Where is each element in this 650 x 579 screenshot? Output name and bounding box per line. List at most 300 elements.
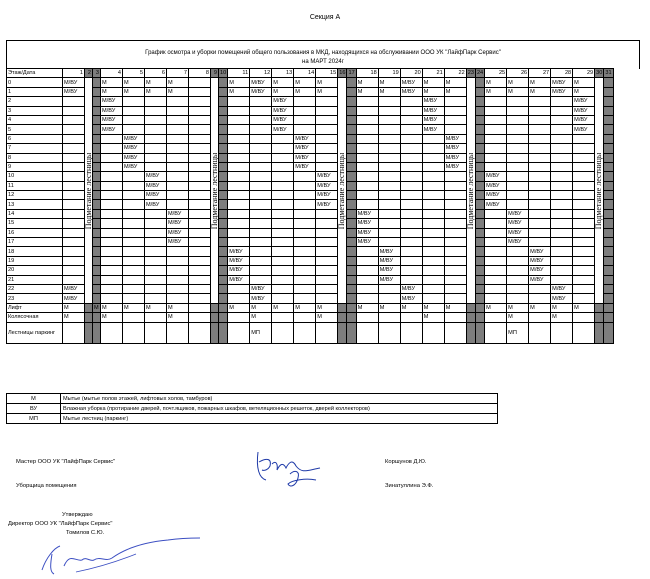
schedule-cell bbox=[475, 266, 484, 275]
schedule-cell bbox=[604, 266, 613, 275]
schedule-cell: М bbox=[507, 303, 529, 312]
schedule-cell bbox=[316, 115, 338, 124]
schedule-cell bbox=[347, 303, 356, 312]
day-header: 16 bbox=[339, 70, 346, 77]
master-name: Коршунов Д.Ю. bbox=[385, 459, 427, 465]
schedule-cell bbox=[604, 294, 613, 303]
schedule-cell bbox=[475, 238, 484, 247]
schedule-cell: М bbox=[573, 87, 595, 96]
schedule-cell bbox=[356, 162, 378, 171]
schedule-cell bbox=[189, 238, 211, 247]
schedule-cell bbox=[378, 162, 400, 171]
schedule-cell: М bbox=[573, 78, 595, 87]
schedule-cell bbox=[101, 284, 123, 293]
schedule-cell bbox=[123, 313, 145, 322]
schedule-cell bbox=[529, 284, 551, 293]
schedule-cell bbox=[272, 191, 294, 200]
schedule-cell bbox=[63, 191, 85, 200]
stair-sweeping-label: Подметание лестницы bbox=[594, 152, 604, 229]
schedule-cell bbox=[93, 115, 101, 124]
schedule-cell bbox=[250, 162, 272, 171]
schedule-cell bbox=[93, 313, 101, 322]
schedule-cell bbox=[604, 172, 613, 181]
schedule-cell bbox=[250, 125, 272, 134]
schedule-cell: М bbox=[422, 303, 444, 312]
schedule-cell bbox=[145, 134, 167, 143]
schedule-cell bbox=[219, 209, 228, 218]
schedule-cell bbox=[189, 266, 211, 275]
schedule-cell bbox=[507, 275, 529, 284]
schedule-cell bbox=[551, 228, 573, 237]
schedule-cell bbox=[347, 153, 356, 162]
schedule-cell bbox=[123, 172, 145, 181]
stair-sweeping-cell bbox=[211, 78, 219, 303]
schedule-cell bbox=[573, 322, 595, 343]
schedule-cell: М bbox=[378, 303, 400, 312]
schedule-cell bbox=[551, 153, 573, 162]
schedule-cell bbox=[219, 247, 228, 256]
schedule-cell bbox=[101, 322, 123, 343]
schedule-cell bbox=[347, 97, 356, 106]
schedule-cell: М bbox=[145, 303, 167, 312]
schedule-cell bbox=[228, 115, 250, 124]
schedule-cell bbox=[167, 191, 189, 200]
schedule-cell bbox=[604, 115, 613, 124]
schedule-cell bbox=[294, 200, 316, 209]
schedule-cell bbox=[551, 115, 573, 124]
day-header: 2 bbox=[85, 69, 93, 78]
schedule-cell bbox=[250, 200, 272, 209]
day-header: 9 bbox=[211, 69, 219, 78]
schedule-cell: М/ВУ bbox=[378, 275, 400, 284]
legend-code: М bbox=[7, 394, 61, 404]
day-header: 17 bbox=[348, 70, 355, 77]
schedule-cell bbox=[93, 153, 101, 162]
schedule-cell bbox=[316, 144, 338, 153]
schedule-cell: М/ВУ bbox=[356, 209, 378, 218]
schedule-cell bbox=[272, 153, 294, 162]
schedule-cell bbox=[444, 172, 466, 181]
schedule-cell: М/ВУ bbox=[250, 78, 272, 87]
schedule-cell bbox=[422, 200, 444, 209]
schedule-cell bbox=[529, 294, 551, 303]
schedule-cell bbox=[378, 200, 400, 209]
schedule-table bbox=[6, 68, 614, 344]
schedule-cell bbox=[316, 125, 338, 134]
schedule-cell: МП bbox=[250, 322, 272, 343]
schedule-cell bbox=[167, 256, 189, 265]
schedule-cell bbox=[356, 256, 378, 265]
schedule-cell: М bbox=[444, 78, 466, 87]
schedule-cell bbox=[400, 97, 422, 106]
schedule-cell bbox=[189, 200, 211, 209]
schedule-cell bbox=[422, 153, 444, 162]
schedule-cell bbox=[167, 134, 189, 143]
schedule-cell bbox=[101, 219, 123, 228]
schedule-cell bbox=[294, 294, 316, 303]
schedule-cell bbox=[475, 181, 484, 190]
schedule-cell bbox=[475, 87, 484, 96]
schedule-cell bbox=[378, 191, 400, 200]
schedule-cell bbox=[356, 153, 378, 162]
schedule-cell bbox=[219, 172, 228, 181]
schedule-cell bbox=[356, 294, 378, 303]
schedule-cell bbox=[400, 115, 422, 124]
row-label: Колясочная bbox=[7, 313, 63, 322]
day-header: 4 bbox=[101, 69, 123, 78]
schedule-cell: М/ВУ bbox=[167, 219, 189, 228]
schedule-cell bbox=[228, 125, 250, 134]
day-header: 1 bbox=[63, 69, 85, 78]
schedule-cell bbox=[228, 153, 250, 162]
schedule-cell bbox=[93, 247, 101, 256]
schedule-cell: М/ВУ bbox=[101, 106, 123, 115]
schedule-cell: М/ВУ bbox=[378, 266, 400, 275]
schedule-cell: М/ВУ bbox=[444, 134, 466, 143]
schedule-cell bbox=[475, 172, 484, 181]
stair-sweeping-cell bbox=[595, 78, 604, 303]
schedule-cell bbox=[347, 294, 356, 303]
schedule-cell bbox=[228, 294, 250, 303]
schedule-cell bbox=[93, 322, 101, 343]
schedule-cell bbox=[573, 172, 595, 181]
schedule-cell bbox=[63, 162, 85, 171]
schedule-cell bbox=[551, 247, 573, 256]
day-header: 22 bbox=[444, 69, 466, 78]
row-label: 17 bbox=[7, 238, 63, 247]
schedule-cell bbox=[294, 284, 316, 293]
schedule-cell bbox=[189, 313, 211, 322]
schedule-cell bbox=[378, 134, 400, 143]
schedule-cell bbox=[228, 284, 250, 293]
schedule-cell bbox=[347, 256, 356, 265]
schedule-cell bbox=[529, 106, 551, 115]
schedule-cell bbox=[347, 284, 356, 293]
schedule-cell bbox=[63, 106, 85, 115]
schedule-cell: М bbox=[400, 303, 422, 312]
schedule-cell bbox=[551, 238, 573, 247]
schedule-cell bbox=[294, 97, 316, 106]
schedule-cell bbox=[63, 144, 85, 153]
schedule-cell bbox=[294, 219, 316, 228]
schedule-cell bbox=[93, 181, 101, 190]
schedule-cell bbox=[93, 209, 101, 218]
schedule-cell bbox=[167, 162, 189, 171]
schedule-cell bbox=[604, 313, 613, 322]
schedule-cell bbox=[356, 181, 378, 190]
schedule-cell bbox=[444, 115, 466, 124]
schedule-cell bbox=[211, 313, 219, 322]
schedule-cell bbox=[228, 172, 250, 181]
schedule-cell bbox=[167, 247, 189, 256]
schedule-cell bbox=[475, 97, 484, 106]
schedule-cell bbox=[400, 247, 422, 256]
schedule-cell bbox=[604, 125, 613, 134]
schedule-cell bbox=[167, 294, 189, 303]
schedule-cell bbox=[422, 256, 444, 265]
stair-sweeping-cell bbox=[85, 78, 93, 303]
schedule-cell bbox=[145, 322, 167, 343]
schedule-cell bbox=[294, 181, 316, 190]
schedule-cell bbox=[294, 322, 316, 343]
schedule-cell bbox=[272, 294, 294, 303]
schedule-cell bbox=[316, 106, 338, 115]
schedule-cell bbox=[485, 294, 507, 303]
schedule-cell bbox=[551, 181, 573, 190]
schedule-cell bbox=[604, 162, 613, 171]
schedule-cell bbox=[189, 303, 211, 312]
row-label: Лестницы паркинг bbox=[7, 322, 63, 343]
schedule-cell bbox=[347, 228, 356, 237]
schedule-cell bbox=[356, 313, 378, 322]
schedule-cell: М/ВУ bbox=[63, 87, 85, 96]
legend-text: Мытье лестниц (паркинг) bbox=[61, 414, 498, 424]
schedule-cell bbox=[189, 209, 211, 218]
stair-sweeping-cell bbox=[338, 78, 347, 303]
schedule-cell: М bbox=[167, 78, 189, 87]
schedule-cell: М/ВУ bbox=[551, 87, 573, 96]
schedule-cell: М/ВУ bbox=[145, 200, 167, 209]
schedule-cell bbox=[145, 275, 167, 284]
day-header: 24 bbox=[476, 70, 484, 77]
schedule-cell bbox=[347, 209, 356, 218]
schedule-cell bbox=[167, 125, 189, 134]
schedule-cell bbox=[145, 115, 167, 124]
schedule-cell bbox=[101, 247, 123, 256]
schedule-cell bbox=[272, 266, 294, 275]
schedule-cell bbox=[250, 97, 272, 106]
schedule-cell bbox=[378, 115, 400, 124]
schedule-cell bbox=[529, 209, 551, 218]
schedule-cell: М/ВУ bbox=[422, 125, 444, 134]
schedule-cell bbox=[272, 200, 294, 209]
schedule-cell: М/ВУ bbox=[529, 247, 551, 256]
schedule-cell bbox=[551, 191, 573, 200]
schedule-cell bbox=[529, 125, 551, 134]
schedule-cell bbox=[85, 303, 93, 312]
schedule-cell bbox=[400, 322, 422, 343]
schedule-cell: М/ВУ bbox=[356, 228, 378, 237]
schedule-cell: М bbox=[228, 78, 250, 87]
schedule-cell bbox=[272, 238, 294, 247]
schedule-cell bbox=[272, 228, 294, 237]
schedule-cell bbox=[475, 247, 484, 256]
schedule-cell bbox=[145, 284, 167, 293]
schedule-cell bbox=[475, 191, 484, 200]
schedule-cell bbox=[422, 247, 444, 256]
schedule-cell bbox=[604, 238, 613, 247]
schedule-cell bbox=[101, 238, 123, 247]
schedule-cell bbox=[219, 303, 228, 312]
schedule-cell: М/ВУ bbox=[485, 181, 507, 190]
schedule-cell bbox=[551, 266, 573, 275]
schedule-cell bbox=[272, 134, 294, 143]
schedule-cell bbox=[145, 153, 167, 162]
schedule-cell bbox=[63, 256, 85, 265]
schedule-cell bbox=[573, 209, 595, 218]
schedule-cell bbox=[604, 219, 613, 228]
schedule-cell bbox=[123, 275, 145, 284]
schedule-cell bbox=[167, 144, 189, 153]
schedule-cell bbox=[475, 162, 484, 171]
schedule-cell: М/ВУ bbox=[551, 78, 573, 87]
schedule-cell bbox=[347, 322, 356, 343]
schedule-cell: М bbox=[294, 78, 316, 87]
schedule-cell bbox=[189, 172, 211, 181]
schedule-cell: М/ВУ bbox=[63, 284, 85, 293]
legend-code: ВУ bbox=[7, 404, 61, 414]
schedule-cell: М bbox=[167, 313, 189, 322]
schedule-cell bbox=[356, 247, 378, 256]
schedule-cell: М bbox=[573, 303, 595, 312]
schedule-cell bbox=[219, 144, 228, 153]
schedule-cell bbox=[228, 228, 250, 237]
schedule-cell bbox=[228, 238, 250, 247]
schedule-cell bbox=[400, 228, 422, 237]
schedule-cell bbox=[595, 322, 604, 343]
schedule-cell bbox=[189, 106, 211, 115]
schedule-cell bbox=[63, 153, 85, 162]
schedule-cell bbox=[444, 219, 466, 228]
schedule-cell bbox=[101, 275, 123, 284]
schedule-cell bbox=[93, 172, 101, 181]
day-header: 14 bbox=[294, 69, 316, 78]
schedule-cell bbox=[507, 181, 529, 190]
schedule-cell: М bbox=[551, 303, 573, 312]
schedule-cell bbox=[93, 238, 101, 247]
schedule-cell: М bbox=[101, 87, 123, 96]
schedule-cell bbox=[316, 219, 338, 228]
schedule-cell: М/ВУ bbox=[529, 266, 551, 275]
schedule-cell bbox=[485, 322, 507, 343]
schedule-cell bbox=[485, 162, 507, 171]
schedule-cell bbox=[551, 322, 573, 343]
schedule-cell bbox=[573, 153, 595, 162]
schedule-cell bbox=[123, 200, 145, 209]
day-header: 3 bbox=[93, 69, 101, 78]
schedule-cell bbox=[145, 313, 167, 322]
schedule-cell bbox=[101, 200, 123, 209]
schedule-cell bbox=[347, 106, 356, 115]
day-header: 5 bbox=[123, 69, 145, 78]
day-header: 26 bbox=[507, 69, 529, 78]
schedule-cell bbox=[444, 313, 466, 322]
schedule-cell bbox=[573, 191, 595, 200]
row-label: 0 bbox=[7, 78, 63, 87]
schedule-cell bbox=[507, 153, 529, 162]
schedule-cell bbox=[347, 191, 356, 200]
schedule-cell: М/ВУ bbox=[444, 144, 466, 153]
schedule-cell bbox=[507, 125, 529, 134]
schedule-cell bbox=[422, 228, 444, 237]
schedule-cell bbox=[272, 181, 294, 190]
legend-text: Мытье (мытье полов этажей, лифтовых холов, тамбуров) bbox=[61, 394, 498, 404]
schedule-cell bbox=[507, 97, 529, 106]
schedule-cell bbox=[422, 219, 444, 228]
schedule-cell bbox=[85, 322, 93, 343]
schedule-cell bbox=[356, 144, 378, 153]
schedule-cell bbox=[316, 247, 338, 256]
schedule-cell bbox=[228, 181, 250, 190]
schedule-cell bbox=[63, 228, 85, 237]
schedule-cell: М/ВУ bbox=[356, 238, 378, 247]
schedule-cell bbox=[294, 191, 316, 200]
schedule-cell bbox=[219, 228, 228, 237]
schedule-cell bbox=[475, 313, 484, 322]
schedule-cell bbox=[123, 191, 145, 200]
schedule-cell bbox=[604, 228, 613, 237]
schedule-cell bbox=[294, 275, 316, 284]
schedule-cell bbox=[400, 162, 422, 171]
schedule-cell: М bbox=[507, 87, 529, 96]
schedule-title: График осмотра и уборки помещений общего пользования в МКД, находящихся на обслуживании ООО УК "ЛайфПарк Сервис" bbox=[145, 50, 501, 56]
schedule-cell bbox=[529, 172, 551, 181]
schedule-cell: М bbox=[485, 78, 507, 87]
schedule-cell bbox=[507, 106, 529, 115]
schedule-cell bbox=[573, 238, 595, 247]
schedule-cell bbox=[400, 191, 422, 200]
stair-sweeping-cell bbox=[466, 78, 475, 303]
schedule-cell bbox=[272, 209, 294, 218]
schedule-cell: М bbox=[551, 313, 573, 322]
schedule-cell bbox=[228, 313, 250, 322]
schedule-cell: М/ВУ bbox=[485, 191, 507, 200]
schedule-cell: М/ВУ bbox=[101, 125, 123, 134]
schedule-cell bbox=[378, 153, 400, 162]
day-header: 11 bbox=[228, 69, 250, 78]
schedule-cell: М/ВУ bbox=[123, 144, 145, 153]
schedule-cell: М bbox=[422, 87, 444, 96]
schedule-cell: М/ВУ bbox=[400, 87, 422, 96]
schedule-cell bbox=[356, 106, 378, 115]
schedule-cell: М/ВУ bbox=[145, 172, 167, 181]
schedule-cell bbox=[250, 191, 272, 200]
schedule-cell bbox=[189, 322, 211, 343]
day-header: 7 bbox=[167, 69, 189, 78]
schedule-cell: М bbox=[272, 303, 294, 312]
schedule-cell bbox=[551, 106, 573, 115]
schedule-cell bbox=[63, 275, 85, 284]
schedule-cell bbox=[189, 97, 211, 106]
row-label: 19 bbox=[7, 256, 63, 265]
master-label: Мастер ООО УК "ЛайфПарк Сервис" bbox=[16, 459, 116, 465]
schedule-cell bbox=[123, 97, 145, 106]
schedule-cell bbox=[444, 266, 466, 275]
schedule-cell bbox=[123, 228, 145, 237]
schedule-cell bbox=[145, 247, 167, 256]
schedule-cell bbox=[101, 144, 123, 153]
schedule-cell bbox=[444, 97, 466, 106]
schedule-cell: М bbox=[444, 87, 466, 96]
row-label: 11 bbox=[7, 181, 63, 190]
schedule-cell: М/ВУ bbox=[63, 78, 85, 87]
schedule-cell bbox=[228, 322, 250, 343]
schedule-cell bbox=[573, 313, 595, 322]
schedule-cell bbox=[250, 134, 272, 143]
schedule-cell bbox=[250, 275, 272, 284]
schedule-cell bbox=[573, 256, 595, 265]
schedule-cell bbox=[101, 256, 123, 265]
schedule-cell bbox=[604, 106, 613, 115]
schedule-cell bbox=[444, 238, 466, 247]
schedule-cell bbox=[316, 162, 338, 171]
schedule-cell: М bbox=[101, 313, 123, 322]
schedule-cell bbox=[529, 144, 551, 153]
schedule-cell: М bbox=[123, 87, 145, 96]
director-signature bbox=[36, 532, 206, 578]
schedule-cell bbox=[485, 153, 507, 162]
schedule-cell bbox=[93, 78, 101, 87]
